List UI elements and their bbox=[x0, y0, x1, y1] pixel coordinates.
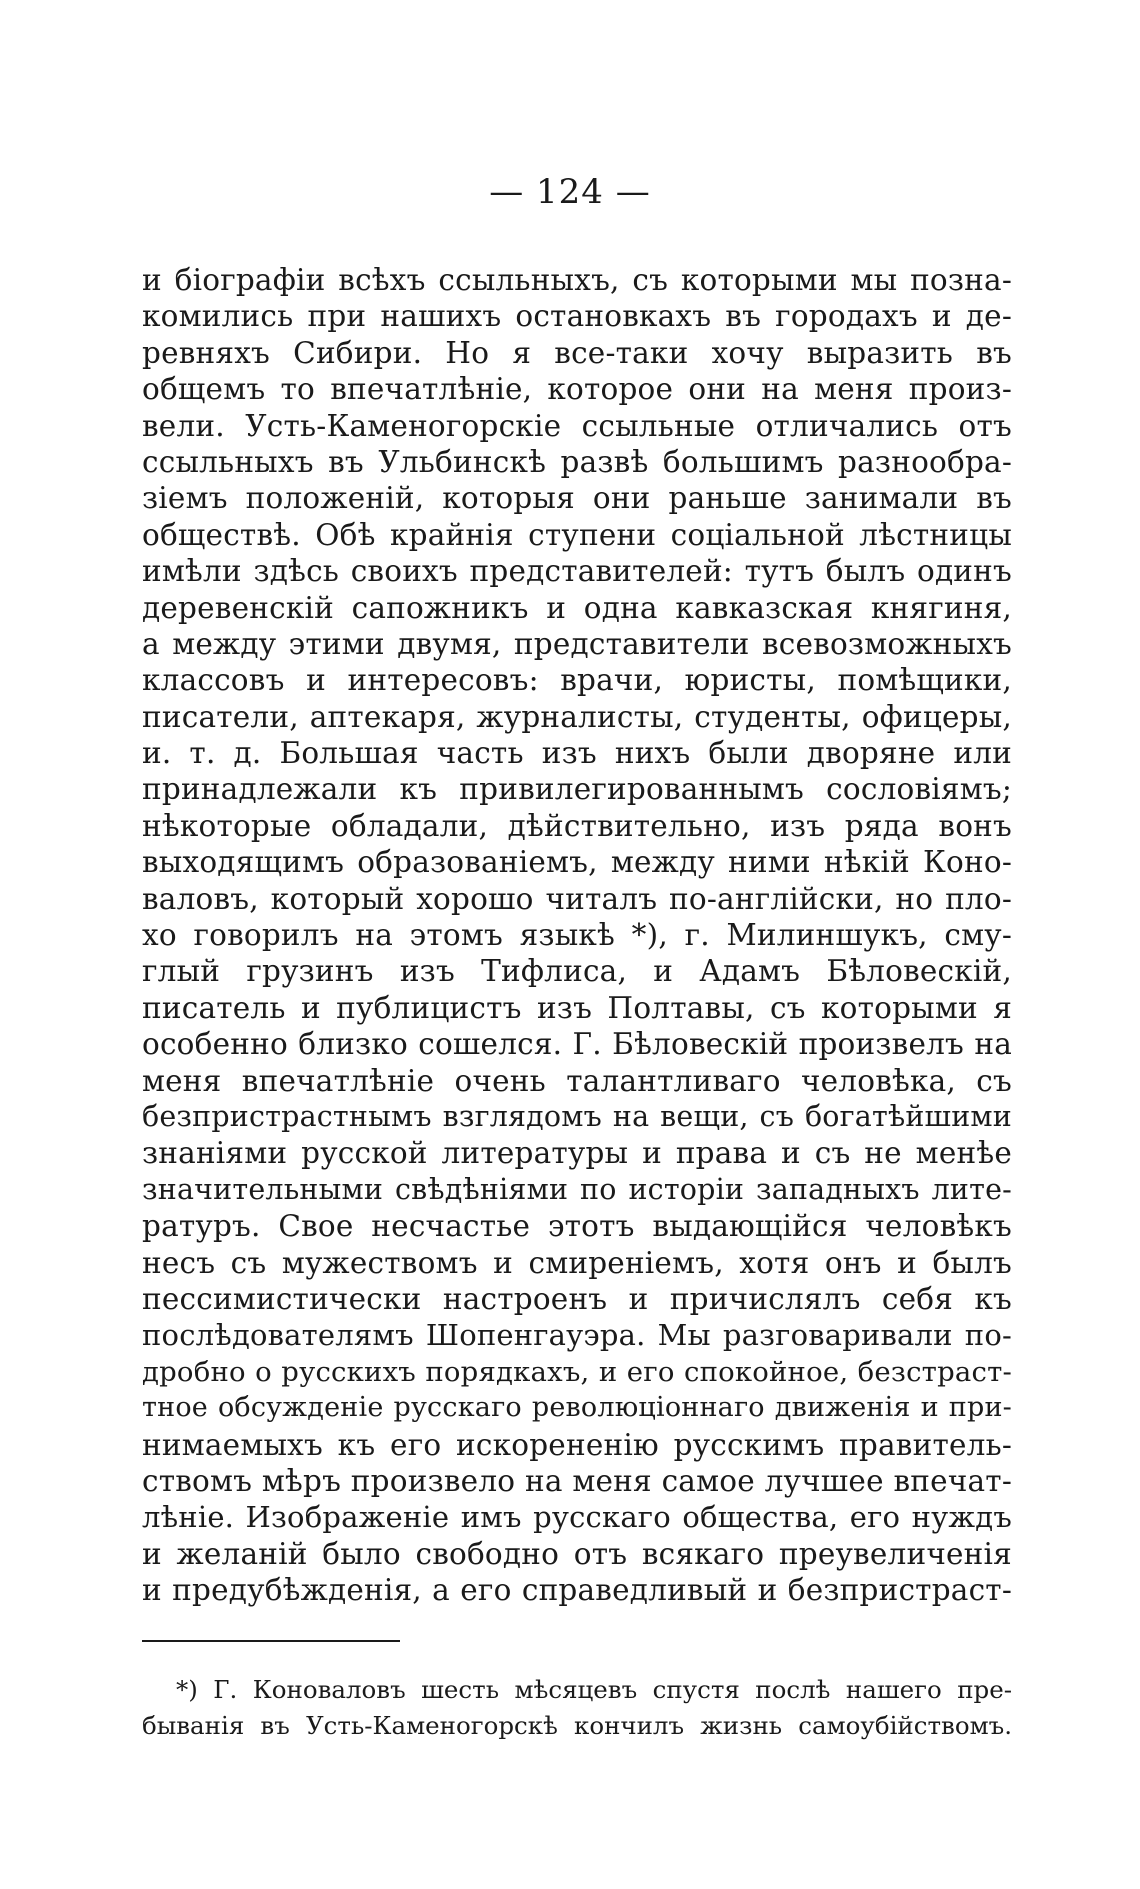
text-line: ссыльныхъ въ Ульбинскѣ развѣ большимъ разнообра- bbox=[142, 444, 1012, 479]
text-line: писатель и публицистъ изъ Полтавы, съ которыми я bbox=[142, 990, 1012, 1025]
text-line: и біографіи всѣхъ ссыльныхъ, съ которыми мы позна- bbox=[142, 263, 1012, 297]
footnote-line: быванія въ Усть-Каменогорскѣ кончилъ жизнь самоубійствомъ. bbox=[142, 1711, 1012, 1740]
footnote-divider bbox=[142, 1640, 400, 1642]
text-line: знаніями русской литературы и права и съ не менѣе bbox=[142, 1136, 1012, 1171]
text-line: послѣдователямъ Шопенгауэра. Мы разговаривали по- bbox=[142, 1318, 1012, 1353]
text-line: меня впечатлѣніе очень талантливаго человѣка, съ bbox=[142, 1063, 1012, 1098]
text-line: обществѣ. Обѣ крайнія ступени соціальной лѣстницы bbox=[142, 517, 1012, 552]
text-line: вели. Усть-Каменогорскіе ссыльные отличались отъ bbox=[142, 408, 1012, 443]
text-line: зіемъ положеній, которыя они раньше занимали въ bbox=[142, 481, 1012, 516]
text-line: деревенскій сапожникъ и одна кавказская княгиня, bbox=[142, 590, 1012, 625]
body-text bbox=[142, 262, 1012, 1608]
text-line: безпристрастнымъ взглядомъ на вещи, съ богатѣйшими bbox=[142, 1099, 1012, 1133]
text-line: классовъ и интересовъ: врачи, юристы, помѣщики, bbox=[142, 663, 1012, 698]
text-line: тное обсужденіе русскаго революціоннаго движенія и при- bbox=[142, 1392, 1012, 1424]
footnote-line: *) Г. Коноваловъ шесть мѣсяцевъ спустя послѣ нашего пре- bbox=[176, 1675, 1012, 1704]
text-line: имѣли здѣсь своихъ представителей: тутъ былъ одинъ bbox=[142, 554, 1012, 589]
text-line: ратуръ. Свое несчастье этотъ выдающійся человѣкъ bbox=[142, 1209, 1012, 1244]
text-line: и предубѣжденія, а его справедливый и безпристраст- bbox=[142, 1573, 1012, 1608]
text-line: и. т. д. Большая часть изъ нихъ были дворяне или bbox=[142, 736, 1012, 771]
footnote bbox=[142, 1672, 1012, 1744]
text-line: нѣкоторые обладали, дѣйствительно, изъ ряда вонъ bbox=[142, 808, 1012, 843]
text-line: пессимистически настроенъ и причислялъ себя къ bbox=[142, 1281, 1012, 1316]
text-line: писатели, аптекаря, журналисты, студенты, офицеры, bbox=[142, 699, 1012, 734]
text-line: ствомъ мѣръ произвело на меня самое лучшее впечат- bbox=[142, 1463, 1012, 1498]
text-line: ревняхъ Сибири. Но я все-таки хочу выразить въ bbox=[142, 335, 1012, 370]
text-line: значительными свѣдѣніями по исторіи западныхъ лите- bbox=[142, 1172, 1012, 1206]
text-line: принадлежали къ привилегированнымъ сословіямъ; bbox=[142, 772, 1012, 807]
text-line: а между этими двумя, представители всевозможныхъ bbox=[142, 626, 1012, 661]
text-line: валовъ, который хорошо читалъ по-англійски, но пло- bbox=[142, 881, 1012, 916]
text-line: особенно близко сошелся. Г. Бѣловескій произвелъ на bbox=[142, 1027, 1012, 1062]
text-line: лѣніе. Изображеніе имъ русскаго общества, его нуждъ bbox=[142, 1500, 1012, 1535]
text-line: нимаемыхъ къ его искорененію русскимъ правитель- bbox=[142, 1427, 1012, 1462]
text-line: глый грузинъ изъ Тифлиса, и Адамъ Бѣловескій, bbox=[142, 954, 1012, 989]
text-line: несъ съ мужествомъ и смиреніемъ, хотя онъ и былъ bbox=[142, 1245, 1012, 1280]
page-number: — 124 — bbox=[489, 172, 651, 212]
text-line: дробно о русскихъ порядкахъ, и его спокойное, безстраст- bbox=[142, 1355, 1012, 1388]
text-line: и желаній было свободно отъ всякаго преувеличенія bbox=[142, 1536, 1012, 1571]
text-line: комились при нашихъ остановкахъ въ городахъ и де- bbox=[142, 299, 1012, 334]
text-line: общемъ то впечатлѣніе, которое они на меня произ- bbox=[142, 372, 1012, 407]
text-line: выходящимъ образованіемъ, между ними нѣкій Коно- bbox=[142, 845, 1012, 880]
text-line: хо говорилъ на этомъ языкѣ *), г. Милиншукъ, сму- bbox=[142, 918, 1012, 953]
